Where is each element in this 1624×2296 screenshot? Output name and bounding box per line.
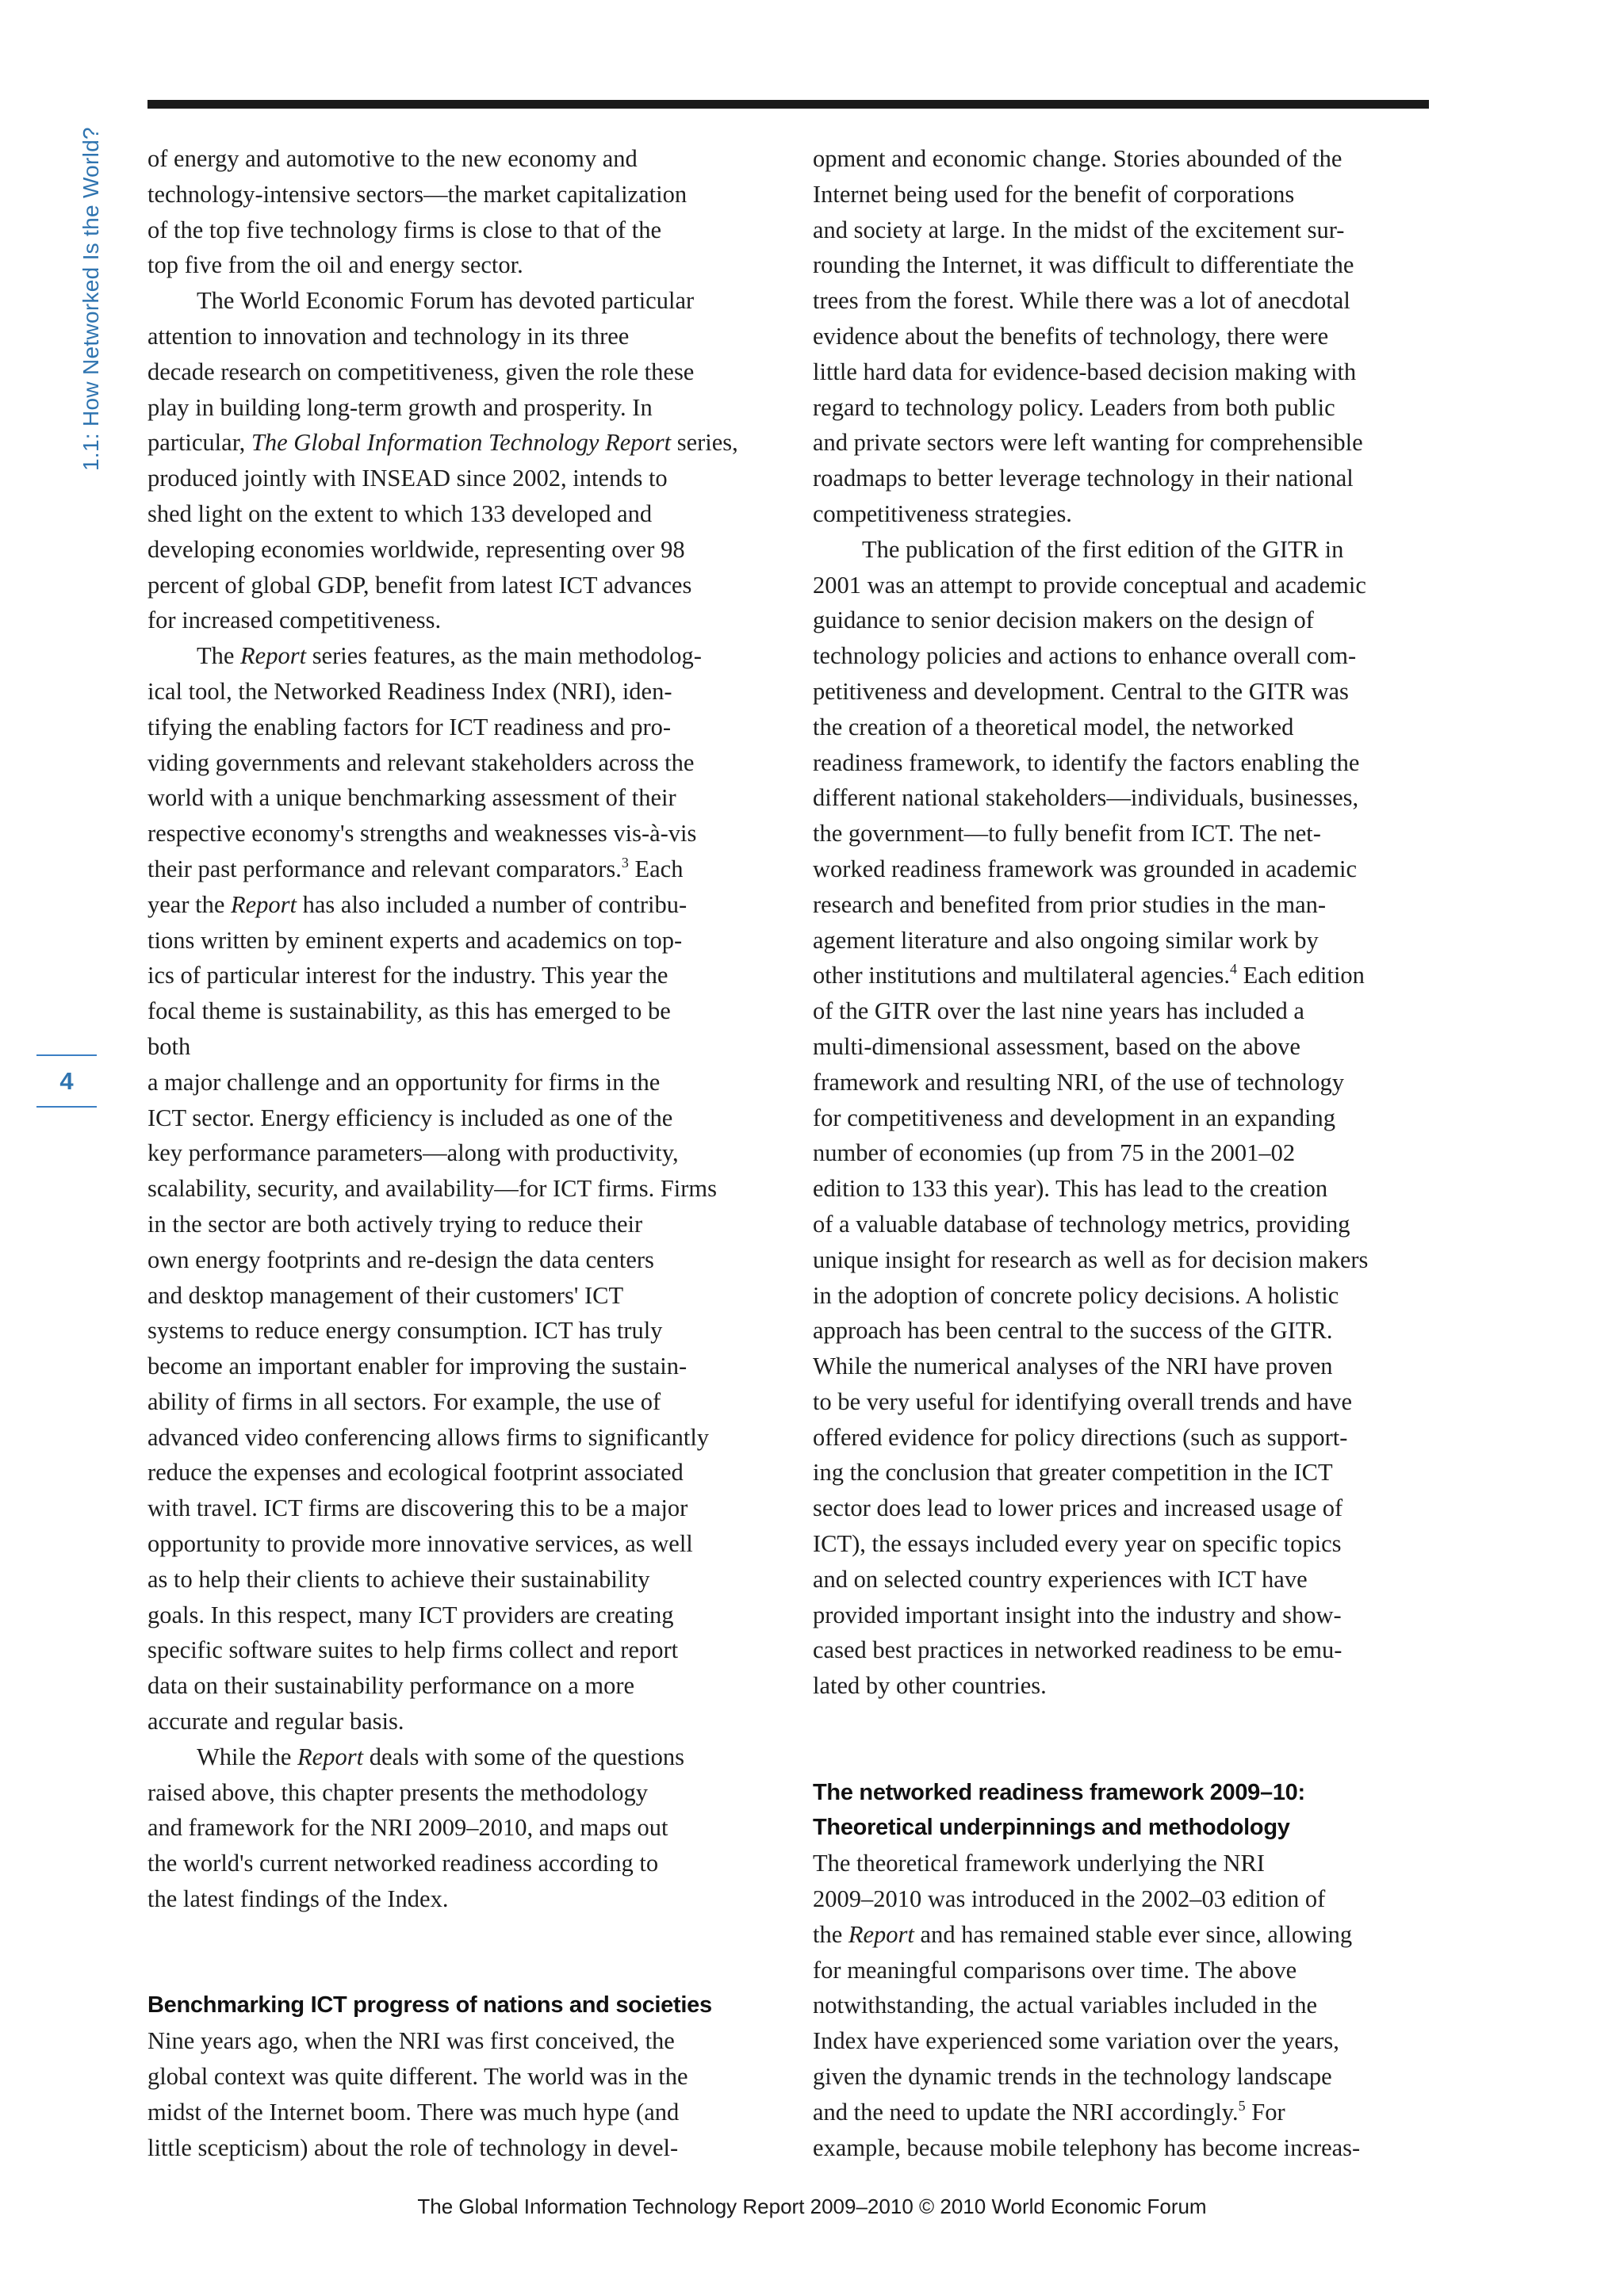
text-line: 2001 was an attempt to provide conceptual and academic	[813, 571, 1366, 599]
text-line: and society at large. In the midst of the excitement sur-	[813, 216, 1345, 243]
paragraph	[813, 1846, 1452, 2165]
text-run: series,	[671, 429, 738, 457]
text-line: with travel. ICT firms are discovering this to be a major	[147, 1494, 688, 1522]
footnote-ref: 5	[1238, 2097, 1246, 2114]
text-line: roadmaps to better leverage technology in their national	[813, 465, 1354, 492]
text-run: other institutions and multilateral agencies.	[813, 962, 1230, 989]
report-title: Report	[297, 1743, 364, 1770]
text-line: accurate and regular basis.	[147, 1708, 404, 1735]
text-line: world with a unique benchmarking assessment of their	[147, 784, 676, 812]
left-column	[147, 141, 787, 2165]
spacer	[147, 1953, 787, 1988]
section-heading: Theoretical underpinnings and methodology	[813, 1815, 1290, 1841]
text-line: unique insight for research as well as for decision makers	[813, 1246, 1369, 1273]
text-line: for meaningful comparisons over time. The above	[813, 1956, 1297, 1984]
text-line: offered evidence for policy directions (such as support-	[813, 1423, 1348, 1451]
report-title: The Global Information Technology Report	[251, 429, 672, 457]
text-line	[147, 887, 787, 923]
text-line: The World Economic Forum has devoted particular	[197, 287, 695, 315]
text-line: of a valuable database of technology metrics, providing	[813, 1210, 1350, 1238]
text-line: specific software suites to help firms collect and report	[147, 1636, 679, 1664]
text-line: sector does lead to lower prices and increased usage of	[813, 1494, 1343, 1522]
text-line: play in building long-term growth and prosperity. In	[147, 393, 653, 421]
text-line: opportunity to provide more innovative services, as well	[147, 1530, 693, 1558]
text-line: The theoretical framework underlying the NRI	[813, 1850, 1265, 1877]
text-line: respective economy's strengths and weaknesses vis-à-vis	[147, 820, 697, 848]
text-line: given the dynamic trends in the technology landscape	[813, 2063, 1332, 2091]
page-footer: The Global Information Technology Report 2009–2010 © 2010 World Economic Forum	[417, 2195, 1207, 2218]
running-header	[78, 98, 125, 471]
text-line: notwithstanding, the actual variables included in the	[813, 1992, 1318, 2019]
text-line: own energy footprints and re-design the data centers	[147, 1246, 654, 1273]
text-line: Nine years ago, when the NRI was first conceived, the	[147, 2027, 675, 2055]
text-line: to be very useful for identifying overall trends and have	[813, 1387, 1353, 1415]
text-line: both	[147, 1032, 191, 1060]
text-run: has also included a number of contribu-	[297, 890, 688, 918]
text-line: Internet being used for the benefit of corporations	[813, 180, 1295, 208]
text-line: advanced video conferencing allows firms to significantly	[147, 1423, 710, 1451]
text-line	[147, 638, 787, 674]
text-line: technology-intensive sectors—the market capitalization	[147, 180, 688, 208]
text-line: ICT sector. Energy efficiency is included as one of the	[147, 1104, 673, 1131]
text-line: ing the conclusion that greater competition in the ICT	[813, 1459, 1333, 1487]
paragraph	[147, 141, 787, 283]
text-line: While the numerical analyses of the NRI have proven	[813, 1353, 1333, 1380]
paragraph	[147, 283, 787, 638]
text-line: lated by other countries.	[813, 1672, 1047, 1700]
text-run: their past performance and relevant comparators.	[147, 855, 622, 882]
text-line: guidance to senior decision makers on the design of	[813, 607, 1314, 634]
text-run: While the	[197, 1743, 298, 1770]
spacer	[147, 1917, 787, 1953]
text-line: worked readiness framework was grounded in academic	[813, 855, 1357, 882]
text-line: the government—to fully benefit from ICT. The net-	[813, 820, 1321, 848]
text-line: raised above, this chapter presents the methodology	[147, 1778, 648, 1806]
text-line: ics of particular interest for the industry. This year the	[147, 962, 668, 989]
spacer	[813, 1704, 1452, 1739]
text-line: provided important insight into the industry and show-	[813, 1601, 1342, 1628]
text-line: the creation of a theoretical model, the networked	[813, 713, 1294, 740]
text-line: goals. In this respect, many ICT providers are creating	[147, 1601, 674, 1628]
text-line: agement literature and also ongoing similar work by	[813, 926, 1319, 954]
text-line: in the adoption of concrete policy decisions. A holistic	[813, 1281, 1339, 1309]
text-line: competitiveness strategies.	[813, 499, 1072, 527]
report-title: Report	[240, 642, 307, 670]
text-line: percent of global GDP, benefit from latest ICT advances	[147, 571, 692, 599]
paragraph	[813, 141, 1452, 532]
text-line: a major challenge and an opportunity for firms in the	[147, 1068, 661, 1096]
text-run: The	[197, 642, 241, 670]
text-line	[813, 2095, 1452, 2130]
text-line: data on their sustainability performance on a more	[147, 1672, 635, 1700]
text-line: decade research on competitiveness, given the role these	[147, 358, 695, 385]
text-line: as to help their clients to achieve their sustainability	[147, 1565, 650, 1593]
text-line: ical tool, the Networked Readiness Index (NRI), iden-	[147, 677, 672, 705]
text-line: viding governments and relevant stakeholders across the	[147, 748, 695, 776]
text-line: little scepticism) about the role of technology in devel-	[147, 2133, 679, 2161]
text-line: focal theme is sustainability, as this has emerged to be	[147, 997, 671, 1025]
text-line: cased best practices in networked readiness to be emu-	[813, 1636, 1342, 1664]
section-heading: The networked readiness framework 2009–10:	[813, 1779, 1305, 1805]
text-run: Each edition	[1237, 962, 1365, 989]
paragraph	[147, 2023, 787, 2165]
text-line: of energy and automotive to the new economy and	[147, 145, 638, 172]
page-number-rule-bottom	[36, 1106, 97, 1108]
text-line: midst of the Internet boom. There was much hype (and	[147, 2098, 680, 2126]
text-line: and desktop management of their customers' ICT	[147, 1281, 624, 1309]
text-line: evidence about the benefits of technology, there were	[813, 322, 1329, 350]
text-line: in the sector are both actively trying to reduce their	[147, 1210, 643, 1238]
text-line: Index have experienced some variation over the years,	[813, 2027, 1339, 2055]
page-number: 4	[59, 1067, 74, 1095]
text-line: reduce the expenses and ecological footprint associated	[147, 1459, 684, 1487]
report-title: Report	[848, 1920, 914, 1948]
text-line: systems to reduce energy consumption. ICT has truly	[147, 1317, 663, 1345]
text-line: developing economies worldwide, representing over 98	[147, 535, 685, 563]
text-line: for competitiveness and development in an expanding	[813, 1104, 1335, 1131]
text-line: different national stakeholders—individuals, businesses,	[813, 784, 1359, 812]
text-line: and on selected country experiences with ICT have	[813, 1565, 1308, 1593]
right-column	[813, 141, 1452, 2165]
text-line: become an important enabler for improving the sustain-	[147, 1353, 688, 1380]
text-line: research and benefited from prior studies in the man-	[813, 890, 1327, 918]
text-line: rounding the Internet, it was difficult to differentiate the	[813, 251, 1354, 279]
text-line: multi-dimensional assessment, based on the above	[813, 1032, 1300, 1060]
text-line: example, because mobile telephony has become increas-	[813, 2133, 1361, 2161]
text-line: the world's current networked readiness according to	[147, 1850, 659, 1877]
footnote-ref: 3	[621, 854, 629, 871]
text-line	[147, 425, 787, 461]
paragraph	[147, 638, 787, 1739]
report-title: Report	[231, 890, 297, 918]
text-line: produced jointly with INSEAD since 2002, intends to	[147, 465, 668, 492]
text-line: edition to 133 this year). This has lead to the creation	[813, 1175, 1328, 1203]
text-line: little hard data for evidence-based decision making with	[813, 358, 1357, 385]
text-line: petitiveness and development. Central to the GITR was	[813, 677, 1349, 705]
text-line: global context was quite different. The world was in the	[147, 2063, 688, 2091]
top-rule	[147, 100, 1429, 109]
page-number-rule-top	[36, 1054, 97, 1056]
text-line	[813, 1917, 1452, 1953]
section-title: 1.1: How Networked Is the World?	[79, 127, 103, 471]
text-run: For	[1245, 2098, 1285, 2126]
text-line: ICT), the essays included every year on specific topics	[813, 1530, 1342, 1558]
text-run: particular,	[147, 429, 251, 457]
text-line	[813, 958, 1452, 993]
text-line: and framework for the NRI 2009–2010, and maps out	[147, 1814, 668, 1842]
text-line: regard to technology policy. Leaders from both public	[813, 393, 1335, 421]
text-line: for increased competitiveness.	[147, 607, 442, 634]
text-run: the	[813, 1920, 848, 1948]
footnote-ref: 4	[1230, 961, 1237, 978]
text-line: of the GITR over the last nine years has included a	[813, 997, 1304, 1025]
text-line: 2009–2010 was introduced in the 2002–03 edition of	[813, 1885, 1326, 1913]
text-line: of the top five technology firms is close to that of the	[147, 216, 661, 243]
text-run: deals with some of the questions	[363, 1743, 684, 1770]
text-line: approach has been central to the success of the GITR.	[813, 1317, 1333, 1345]
text-line: shed light on the extent to which 133 developed and	[147, 499, 653, 527]
text-run: and has remained stable ever since, allowing	[914, 1920, 1353, 1948]
text-line: the latest findings of the Index.	[147, 1885, 449, 1913]
text-line: top five from the oil and energy sector.	[147, 251, 523, 279]
text-line: readiness framework, to identify the factors enabling the	[813, 748, 1360, 776]
text-run: Each	[628, 855, 684, 882]
paragraph	[147, 1739, 787, 1917]
text-line	[147, 851, 787, 887]
text-run: series features, as the main methodolog-	[306, 642, 702, 670]
paragraph	[813, 532, 1452, 1704]
text-line: trees from the forest. While there was a lot of anecdotal	[813, 287, 1350, 315]
text-line: ability of firms in all sectors. For example, the use of	[147, 1387, 661, 1415]
text-line: and private sectors were left wanting for comprehensible	[813, 429, 1363, 457]
text-line: framework and resulting NRI, of the use of technology	[813, 1068, 1344, 1096]
spacer	[813, 1739, 1452, 1775]
section-heading: Benchmarking ICT progress of nations and societies	[147, 1992, 712, 2019]
text-line: number of economies (up from 75 in the 2001–02	[813, 1139, 1296, 1167]
text-line: attention to innovation and technology in its three	[147, 322, 630, 350]
text-line: tions written by eminent experts and academics on top-	[147, 926, 683, 954]
text-line: The publication of the first edition of the GITR in	[862, 535, 1344, 563]
text-line: opment and economic change. Stories abounded of the	[813, 145, 1342, 172]
text-run: year the	[147, 890, 231, 918]
text-line: key performance parameters—along with productivity,	[147, 1139, 679, 1167]
text-line: tifying the enabling factors for ICT readiness and pro-	[147, 713, 672, 740]
text-line: technology policies and actions to enhance overall com-	[813, 642, 1357, 670]
text-run: and the need to update the NRI accordingly.	[813, 2098, 1239, 2126]
text-line: scalability, security, and availability—for ICT firms. Firms	[147, 1175, 718, 1203]
text-line	[147, 1739, 787, 1775]
